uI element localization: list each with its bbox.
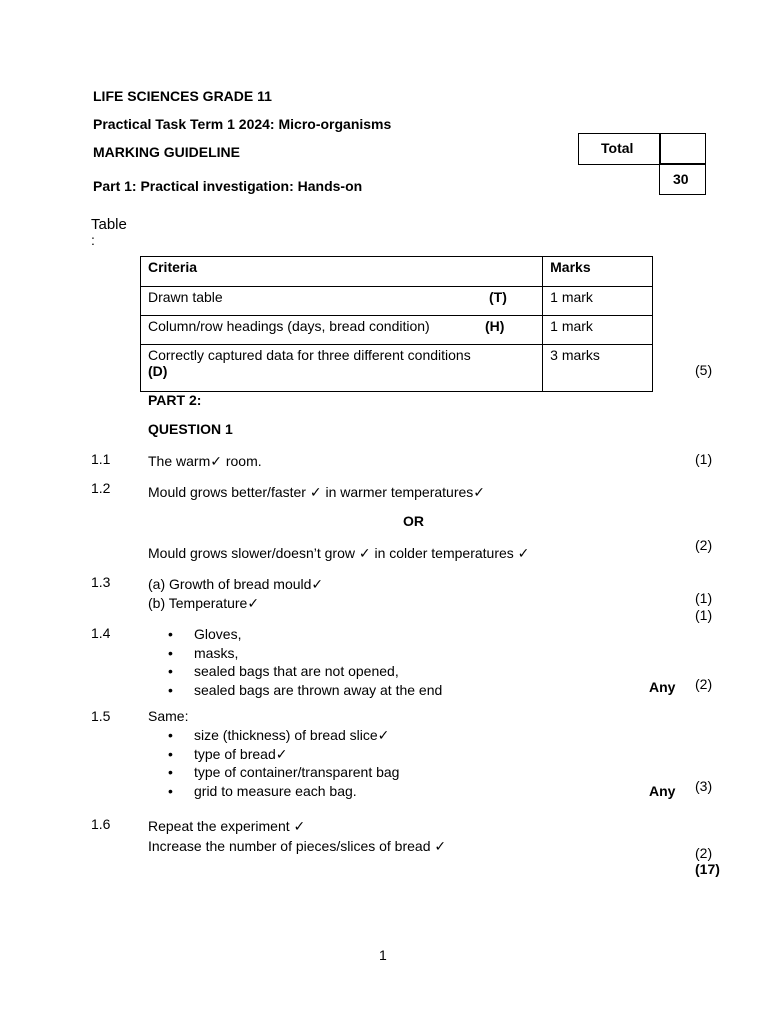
criteria-text: Correctly captured data for three different conditions xyxy=(148,347,471,363)
criteria-cell xyxy=(141,345,543,392)
answer-text: Repeat the experiment ✓ xyxy=(148,818,306,834)
guideline-heading: MARKING GUIDELINE xyxy=(93,144,240,160)
criteria-text: Column/row headings (days, bread condition) xyxy=(148,318,430,334)
criteria-header: Criteria xyxy=(141,257,543,287)
question-number: 1.5 xyxy=(91,708,111,724)
criteria-cell xyxy=(141,287,543,316)
marks-cell: 3 marks xyxy=(543,345,653,392)
or-separator: OR xyxy=(403,513,424,529)
mark: (1) xyxy=(695,590,713,606)
table-header-row xyxy=(141,257,653,287)
table-total-mark: (5) xyxy=(695,362,713,378)
question-total: (17) xyxy=(695,861,720,877)
mark: (2) xyxy=(695,845,713,861)
list-item: • grid to measure each bag. xyxy=(147,782,399,801)
list-item: • type of bread✓ xyxy=(147,745,399,764)
marks-header: Marks xyxy=(543,257,653,287)
question1-heading: QUESTION 1 xyxy=(148,421,233,437)
table-label: Table xyxy=(91,216,127,233)
task-heading: Practical Task Term 1 2024: Micro-organisms xyxy=(93,116,392,132)
mark: (1) xyxy=(695,607,713,623)
answer-text: (b) Temperature✓ xyxy=(148,595,260,611)
criteria-text: Drawn table xyxy=(148,289,223,305)
answer-text: Mould grows better/faster ✓ in warmer temperatures✓ xyxy=(148,484,486,500)
answer-text: Mould grows slower/doesn’t grow ✓ in colder temperatures ✓ xyxy=(148,545,530,561)
answer-text: (a) Growth of bread mould✓ xyxy=(148,576,324,592)
mark: (2) xyxy=(695,537,713,553)
total-empty-cell xyxy=(659,133,706,165)
marks-cell: 1 mark xyxy=(543,316,653,345)
criteria-code: (T) xyxy=(489,289,507,305)
list-item: • sealed bags that are not opened, xyxy=(147,662,442,681)
list-item: • sealed bags are thrown away at the end xyxy=(147,681,442,700)
criteria-code: (H) xyxy=(485,318,505,334)
answer-text: Increase the number of pieces/slices of bread ✓ xyxy=(148,838,447,854)
question-number: 1.1 xyxy=(91,451,111,467)
table-row xyxy=(141,287,653,316)
marks-cell: 1 mark xyxy=(543,287,653,316)
total-value: 30 xyxy=(673,171,689,187)
criteria-code: (D) xyxy=(148,363,168,379)
bullet-list xyxy=(147,726,399,801)
table-row xyxy=(141,345,653,392)
mark: (1) xyxy=(695,451,713,467)
list-item: • type of container/transparent bag xyxy=(147,763,399,782)
any-label: Any xyxy=(649,679,676,695)
answer-intro: Same: xyxy=(148,708,189,724)
list-item: • size (thickness) of bread slice✓ xyxy=(147,726,399,745)
question-number: 1.3 xyxy=(91,574,111,590)
any-label: Any xyxy=(649,783,676,799)
subject-heading: LIFE SCIENCES GRADE 11 xyxy=(93,88,272,104)
mark: (3) xyxy=(695,778,713,794)
table-label-colon: : xyxy=(91,232,95,248)
total-label: Total xyxy=(601,140,634,156)
bullet-list xyxy=(147,625,442,700)
page-number: 1 xyxy=(379,947,387,963)
answer-text: The warm✓ room. xyxy=(148,453,262,469)
criteria-cell xyxy=(141,316,543,345)
list-item: • Gloves, xyxy=(147,625,442,644)
question-number: 1.2 xyxy=(91,480,111,496)
part1-heading: Part 1: Practical investigation: Hands-on xyxy=(93,178,363,194)
mark: (2) xyxy=(695,676,713,692)
question-number: 1.4 xyxy=(91,625,111,641)
total-value-cell xyxy=(659,163,706,195)
part2-heading: PART 2: xyxy=(148,392,202,408)
list-item: • masks, xyxy=(147,644,442,663)
question-number: 1.6 xyxy=(91,816,111,832)
table-row xyxy=(141,316,653,345)
criteria-table xyxy=(140,256,653,392)
total-label-cell xyxy=(578,133,661,165)
